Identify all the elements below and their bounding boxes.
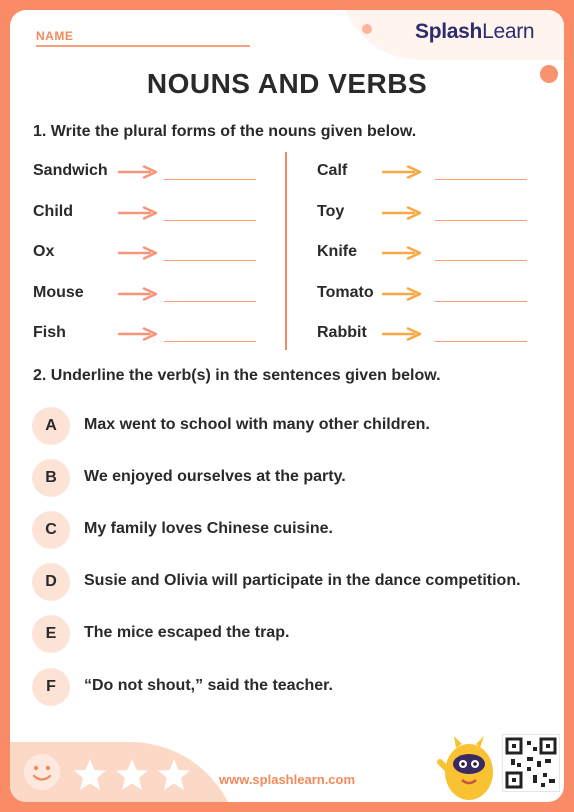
brand-logo-part2: Learn xyxy=(482,20,535,43)
answer-blank[interactable] xyxy=(164,301,256,302)
noun-word: Tomato xyxy=(317,284,374,301)
name-label: NAME xyxy=(36,29,74,43)
item-letter-badge: C xyxy=(32,511,70,549)
noun-word: Toy xyxy=(317,203,345,220)
arrow-right-icon xyxy=(382,327,422,341)
decorative-dot xyxy=(362,24,372,34)
sentence-text[interactable]: Max went to school with many other children. xyxy=(84,416,430,433)
arrow-right-icon xyxy=(382,206,422,220)
arrow-right-icon xyxy=(382,246,422,260)
answer-blank[interactable] xyxy=(435,220,527,221)
answer-blank[interactable] xyxy=(164,260,256,261)
item-letter-badge: A xyxy=(32,407,70,445)
answer-blank[interactable] xyxy=(164,341,256,342)
sentence-item xyxy=(10,668,564,708)
brand-logo xyxy=(415,20,534,44)
sentence-text[interactable]: My family loves Chinese cuisine. xyxy=(84,520,333,537)
page-title: NOUNS AND VERBS xyxy=(146,68,428,99)
noun-word: Sandwich xyxy=(33,162,108,179)
worksheet-page xyxy=(10,10,564,802)
answer-blank[interactable] xyxy=(435,301,527,302)
arrow-right-icon xyxy=(118,206,158,220)
item-letter-badge: F xyxy=(32,668,70,706)
sentence-text[interactable]: We enjoyed ourselves at the party. xyxy=(84,468,346,485)
sentence-item xyxy=(10,563,564,603)
arrow-right-icon xyxy=(118,246,158,260)
arrow-right-icon xyxy=(118,165,158,179)
sentence-item xyxy=(10,615,564,655)
answer-blank[interactable] xyxy=(435,179,527,180)
arrow-right-icon xyxy=(118,287,158,301)
noun-word: Rabbit xyxy=(317,324,367,341)
question-2-prompt: 2. Underline the verb(s) in the sentences given below. xyxy=(33,367,441,384)
arrow-right-icon xyxy=(118,327,158,341)
arrow-right-icon xyxy=(382,165,422,179)
question-1-prompt: 1. Write the plural forms of the nouns given below. xyxy=(33,123,417,140)
arrow-right-icon xyxy=(382,287,422,301)
name-field-line[interactable] xyxy=(36,45,250,47)
brand-logo-part1: Splash xyxy=(415,20,483,43)
answer-blank[interactable] xyxy=(164,220,256,221)
item-letter-badge: D xyxy=(32,563,70,601)
sentence-item xyxy=(10,407,564,447)
noun-word: Knife xyxy=(317,243,357,260)
column-divider xyxy=(285,152,287,350)
noun-word: Ox xyxy=(33,243,55,260)
noun-word: Mouse xyxy=(33,284,84,301)
sentence-text[interactable]: “Do not shout,” said the teacher. xyxy=(84,677,333,694)
sentence-item xyxy=(10,459,564,499)
qr-code-icon xyxy=(502,734,560,792)
item-letter-badge: B xyxy=(32,459,70,497)
noun-word: Fish xyxy=(33,324,66,341)
answer-blank[interactable] xyxy=(435,260,527,261)
answer-blank[interactable] xyxy=(164,179,256,180)
noun-word: Calf xyxy=(317,162,348,179)
sentence-text[interactable]: Susie and Olivia will participate in the dance competition. xyxy=(84,572,521,589)
item-letter-badge: E xyxy=(32,615,70,653)
noun-word: Child xyxy=(33,203,73,220)
sentence-text[interactable]: The mice escaped the trap. xyxy=(84,624,290,641)
answer-blank[interactable] xyxy=(435,341,527,342)
sentence-item xyxy=(10,511,564,551)
footer-url: www.splashlearn.com xyxy=(218,772,356,787)
mascot-icon xyxy=(434,734,504,802)
